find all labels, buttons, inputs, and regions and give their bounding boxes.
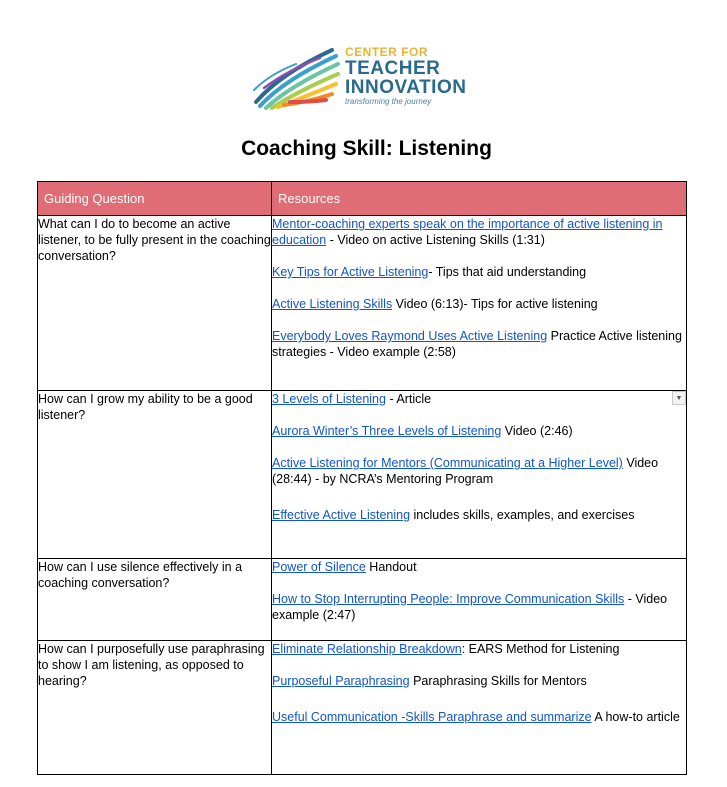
resource-item <box>272 709 686 725</box>
resource-description: : EARS Method for Listening <box>461 642 620 656</box>
table-row <box>38 216 687 391</box>
resource-description: Paraphrasing Skills for Mentors <box>409 674 587 688</box>
resource-item <box>272 391 686 407</box>
resource-item <box>272 216 686 248</box>
resource-link[interactable]: Purposeful Paraphrasing <box>272 674 410 688</box>
resources-cell <box>272 216 687 391</box>
resources-cell <box>272 559 687 641</box>
resource-item <box>272 423 686 439</box>
resource-link[interactable]: Power of Silence <box>272 560 366 574</box>
resource-link[interactable]: Mentor-coaching experts speak on the importance of active listening in education <box>272 217 663 247</box>
resource-description: Handout <box>365 560 417 574</box>
resource-item <box>272 507 686 523</box>
resource-item <box>272 328 686 360</box>
header-resources: Resources <box>272 182 687 216</box>
table-row <box>38 559 687 641</box>
page-title: Coaching Skill: Listening <box>241 137 492 160</box>
resource-description: Practice Active listening strategies - Video example (2:58) <box>272 329 682 359</box>
table-row <box>38 641 687 775</box>
resource-item <box>272 673 686 689</box>
resource-item <box>272 591 686 623</box>
resource-item <box>272 296 686 312</box>
logo-text <box>345 46 466 107</box>
resource-link[interactable]: Useful Communication -Skills Paraphrase and summarize <box>272 710 592 724</box>
resource-link[interactable]: Active Listening Skills <box>272 297 393 311</box>
resource-description: Video (28:44) - by NCRA’s Mentoring Program <box>272 456 659 486</box>
resource-item <box>272 455 686 487</box>
center-for-teacher-innovation-logo <box>250 40 482 110</box>
resources-cell <box>272 391 687 559</box>
resource-link[interactable]: Everybody Loves Raymond Uses Active Listening <box>272 329 548 343</box>
logo-tagline: transforming the journey <box>345 97 432 106</box>
guiding-question-cell: What can I do to become an active listener, to be fully present in the coaching conversation? <box>38 216 272 391</box>
resource-link[interactable]: Effective Active Listening <box>272 508 411 522</box>
resource-link[interactable]: Key Tips for Active Listening <box>272 265 429 279</box>
table-row <box>38 391 687 559</box>
resource-description: Video (6:13)- Tips for active listening <box>392 297 598 311</box>
logo-innovation: INNOVATION <box>345 77 467 98</box>
resource-item <box>272 264 686 280</box>
resource-link[interactable]: 3 Levels of Listening <box>272 392 386 406</box>
resources-table <box>37 181 687 775</box>
resource-link[interactable]: How to Stop Interrupting People: Improve Communication Skills <box>272 592 625 606</box>
resources-cell <box>272 641 687 775</box>
resource-link[interactable]: Aurora Winter’s Three Levels of Listening <box>272 424 502 438</box>
header-guiding-question: Guiding Question <box>38 182 272 216</box>
logo-teacher: TEACHER <box>345 58 441 79</box>
resource-description: includes skills, examples, and exercises <box>410 508 635 522</box>
resource-description: - Article <box>385 392 432 406</box>
chevron-down-icon: ▼ <box>675 394 683 402</box>
resource-link[interactable]: Active Listening for Mentors (Communicating at a Higher Level) <box>272 456 623 470</box>
logo-swoosh-icon <box>250 44 342 110</box>
guiding-question-cell: How can I use silence effectively in a coaching conversation? <box>38 559 272 641</box>
resource-item <box>272 641 686 657</box>
guiding-question-cell: How can I purposefully use paraphrasing to show I am listening, as opposed to hearing? <box>38 641 272 775</box>
logo-center-for: CENTER FOR <box>345 45 428 59</box>
resource-item <box>272 559 686 575</box>
resource-description: - Tips that aid understanding <box>428 265 587 279</box>
cell-dropdown-button[interactable] <box>672 391 686 405</box>
resource-description: Video (2:46) <box>501 424 573 438</box>
resource-description: - Video example (2:47) <box>272 592 668 622</box>
table-header-row <box>38 182 687 216</box>
resource-description: A how-to article <box>591 710 680 724</box>
guiding-question-cell: How can I grow my ability to be a good listener? <box>38 391 272 559</box>
resource-link[interactable]: Eliminate Relationship Breakdown <box>272 642 462 656</box>
resource-description: - Video on active Listening Skills (1:31) <box>326 233 545 247</box>
